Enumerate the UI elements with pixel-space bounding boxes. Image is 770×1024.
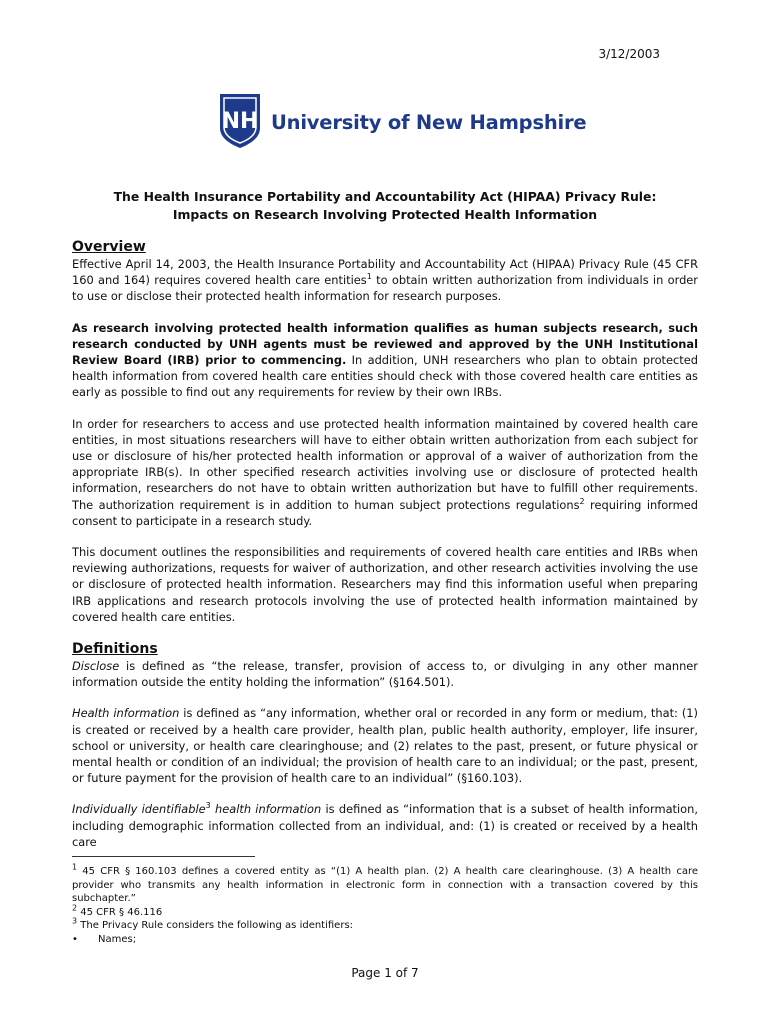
identifier-list-item [72, 933, 698, 947]
definitions-heading: Definitions [72, 641, 158, 658]
overview-paragraph-1 [72, 256, 698, 305]
bullet-icon: • [72, 933, 78, 945]
footnote-ref-1: 1 [366, 272, 372, 282]
term-health-information: Health information [72, 706, 180, 721]
footnote-2 [72, 903, 698, 920]
footnote-1-text: 45 CFR § 160.103 defines a covered entity as “(1) A health plan. (2) A health care clearinghouse. (3) A health care provider who transmits any health information in electronic form in connection with a transaction covered by this subchapter.” [72, 866, 698, 904]
footnote-2-text: 45 CFR § 46.116 [77, 906, 163, 918]
definition-identifiable-health-information [72, 801, 698, 850]
overview-p1-text-end: to obtain written authorization from individuals in order to use or disclose their protected health information for research purposes. [72, 273, 698, 304]
overview-p1-text: Effective April 14, 2003, the Health Insurance Portability and Accountability Act (HIPAA) Privacy Rule (45 CFR 160 and 164) requires covered health care entities [72, 257, 698, 288]
footnote-3 [72, 916, 698, 933]
definition-health-information [72, 705, 698, 786]
unh-shield-icon [218, 92, 262, 150]
document-date: 3/12/2003 [598, 47, 660, 61]
title-line-1: The Health Insurance Portability and Accountability Act (HIPAA) Privacy Rule: [113, 189, 657, 204]
irb-requirement-statement: As research involving protected health information qualifies as human subjects research, such research conducted by UNH agents must be reviewed and approved by the UNH Institutional Review Board (IRB) prior to commencing. [72, 320, 698, 368]
overview-heading: Overview [72, 239, 146, 255]
footnote-ref-2: 2 [579, 496, 585, 506]
footnote-ref-3: 3 [205, 801, 211, 811]
shield-mark: NH [221, 109, 259, 134]
university-name: University of New Hampshire [271, 110, 587, 134]
definition-disclose-text: is defined as “the release, transfer, provision of access to, or divulging in any other manner information outside the entity holding the information” (§164.501). [72, 659, 698, 690]
overview-paragraph-3 [72, 416, 698, 529]
overview-p3-text: In order for researchers to access and use protected health information maintained by covered health care entities, in most situations researchers will have to either obtain written authorization from each subject for use or disclosure of his/her protected health information or approval of a waiver of authorization from the appropriate IRB(s). In other specified research activities involving use or disclosure of protected health information, researchers do not have to obtain written authorization but have to fulfill other requirements. The authorization requirement is in addition to human subject protections regulations [72, 416, 698, 512]
page-number: Page 1 of 7 [351, 966, 419, 980]
term-individually-identifiable: Individually identifiable [72, 802, 206, 817]
term-health-information-2: health information [210, 802, 322, 817]
overview-paragraph-4: This document outlines the responsibilities and requirements of covered health care entities and IRBs when reviewing authorizations, requests for waiver of authorization, and other research activities involving the use or disclosure of protected health information. Researchers may find this information useful when preparing IRB applications and research protocols involving the use of protected health information maintained by covered health care entities. [72, 545, 698, 624]
university-logo [218, 92, 586, 150]
identifier-names: Names; [98, 933, 137, 945]
footnotes [72, 862, 698, 946]
footnote-divider [72, 856, 255, 857]
term-disclose: Disclose [72, 659, 120, 674]
footnote-1-number: 1 [72, 862, 78, 872]
definition-health-information-text: is defined as “any information, whether oral or recorded in any form or medium, that: (1) is created or received by a health care provider, health plan, public health authority, employer, life insurer, school or university, or health care clearinghouse; and (2) relates to the past, present, or future physical or mental health or condition of an individual; the provision of health care to an individual; or the past, present, or future payment for the provision of health care to an individual” (§160.103). [72, 706, 699, 786]
document-title [72, 188, 698, 224]
title-line-2: Impacts on Research Involving Protected Health Information [172, 207, 598, 222]
footnote-2-number: 2 [72, 903, 78, 913]
overview-paragraph-2 [72, 320, 698, 401]
footnote-3-number: 3 [72, 916, 78, 926]
footnote-1 [72, 862, 698, 906]
definition-disclose [72, 658, 698, 690]
overview-p3-text-end: requiring informed consent to participate in a research study. [72, 497, 698, 528]
footnote-3-text: The Privacy Rule considers the following as identifiers: [77, 920, 354, 931]
definition-identifiable-text: is defined as “information that is a subset of health information, including demographic information collected from an individual, and: (1) is created or received by a health care [72, 802, 698, 849]
overview-p2-text: In addition, UNH researchers who plan to obtain protected health information from covered health care entities should check with those covered health care entities as early as possible to find out any requirements for review by their own IRBs. [72, 353, 698, 400]
document-body [72, 238, 698, 865]
